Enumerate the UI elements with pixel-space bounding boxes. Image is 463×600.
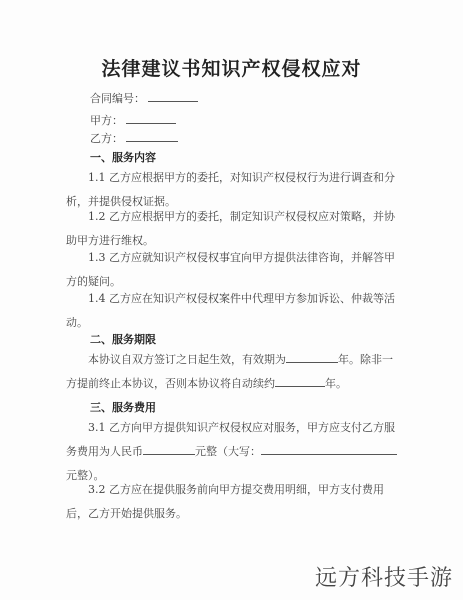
party-a-field: [90, 113, 176, 128]
term-text-b: 年。除非一方提前终止本协议，否则本协议将自动续约: [66, 353, 393, 390]
party-a-blank: [126, 113, 176, 124]
term-years-blank: [286, 352, 338, 363]
party-b-blank: [126, 131, 178, 142]
fee-text-a: 3.1 乙方向甲方提供知识产权侵权应对服务，甲方应支付乙方服务费用为人民币: [66, 421, 395, 458]
paragraph-1-2: 1.2 乙方应根据甲方的委托，制定知识产权侵权应对策略，并协助甲方进行维权。: [66, 210, 395, 247]
contract-number-blank: [148, 91, 198, 102]
paragraph-1-3: 1.3 乙方应就知识产权侵权事宜向甲方提供法律咨询，并解答甲方的疑问。: [66, 251, 395, 288]
fee-text-c: 元整）。: [66, 469, 105, 482]
contract-number-field: [90, 91, 198, 106]
paragraph-1-4: 1.4 乙方应在知识产权侵权案件中代理甲方参加诉讼、仲裁等活动。: [66, 292, 395, 329]
party-a-label: 甲方：: [90, 114, 123, 127]
section-heading-service-term: 二、服务期限: [90, 333, 156, 346]
term-text-c: 年。: [325, 377, 347, 390]
term-text-a: 本协议自双方签订之日起生效，有效期为: [88, 353, 286, 366]
section-heading-service-content: 一、服务内容: [90, 151, 156, 164]
party-b-label: 乙方：: [90, 132, 123, 145]
party-b-field: [90, 131, 178, 146]
document-title: 法律建议书知识产权侵权应对: [101, 58, 362, 80]
fee-text-b: 元整（大写：: [195, 445, 261, 458]
contract-number-label: 合同编号：: [90, 92, 145, 105]
paragraph-term: [66, 348, 402, 396]
section-heading-service-fee: 三、服务费用: [90, 401, 156, 414]
watermark-text: 远方科技手游: [314, 566, 453, 591]
renewal-years-blank: [275, 376, 325, 387]
paragraph-1-1: 1.1 乙方应根据甲方的委托，对知识产权侵权行为进行调查和分析，并提供侵权证据。: [66, 171, 395, 208]
fee-amount-words-blank: [261, 444, 397, 455]
fee-amount-blank: [143, 444, 195, 455]
paragraph-3-2: 3.2 乙方应在提供服务前向甲方提交费用明细，甲方支付费用后，乙方开始提供服务。: [66, 483, 384, 520]
